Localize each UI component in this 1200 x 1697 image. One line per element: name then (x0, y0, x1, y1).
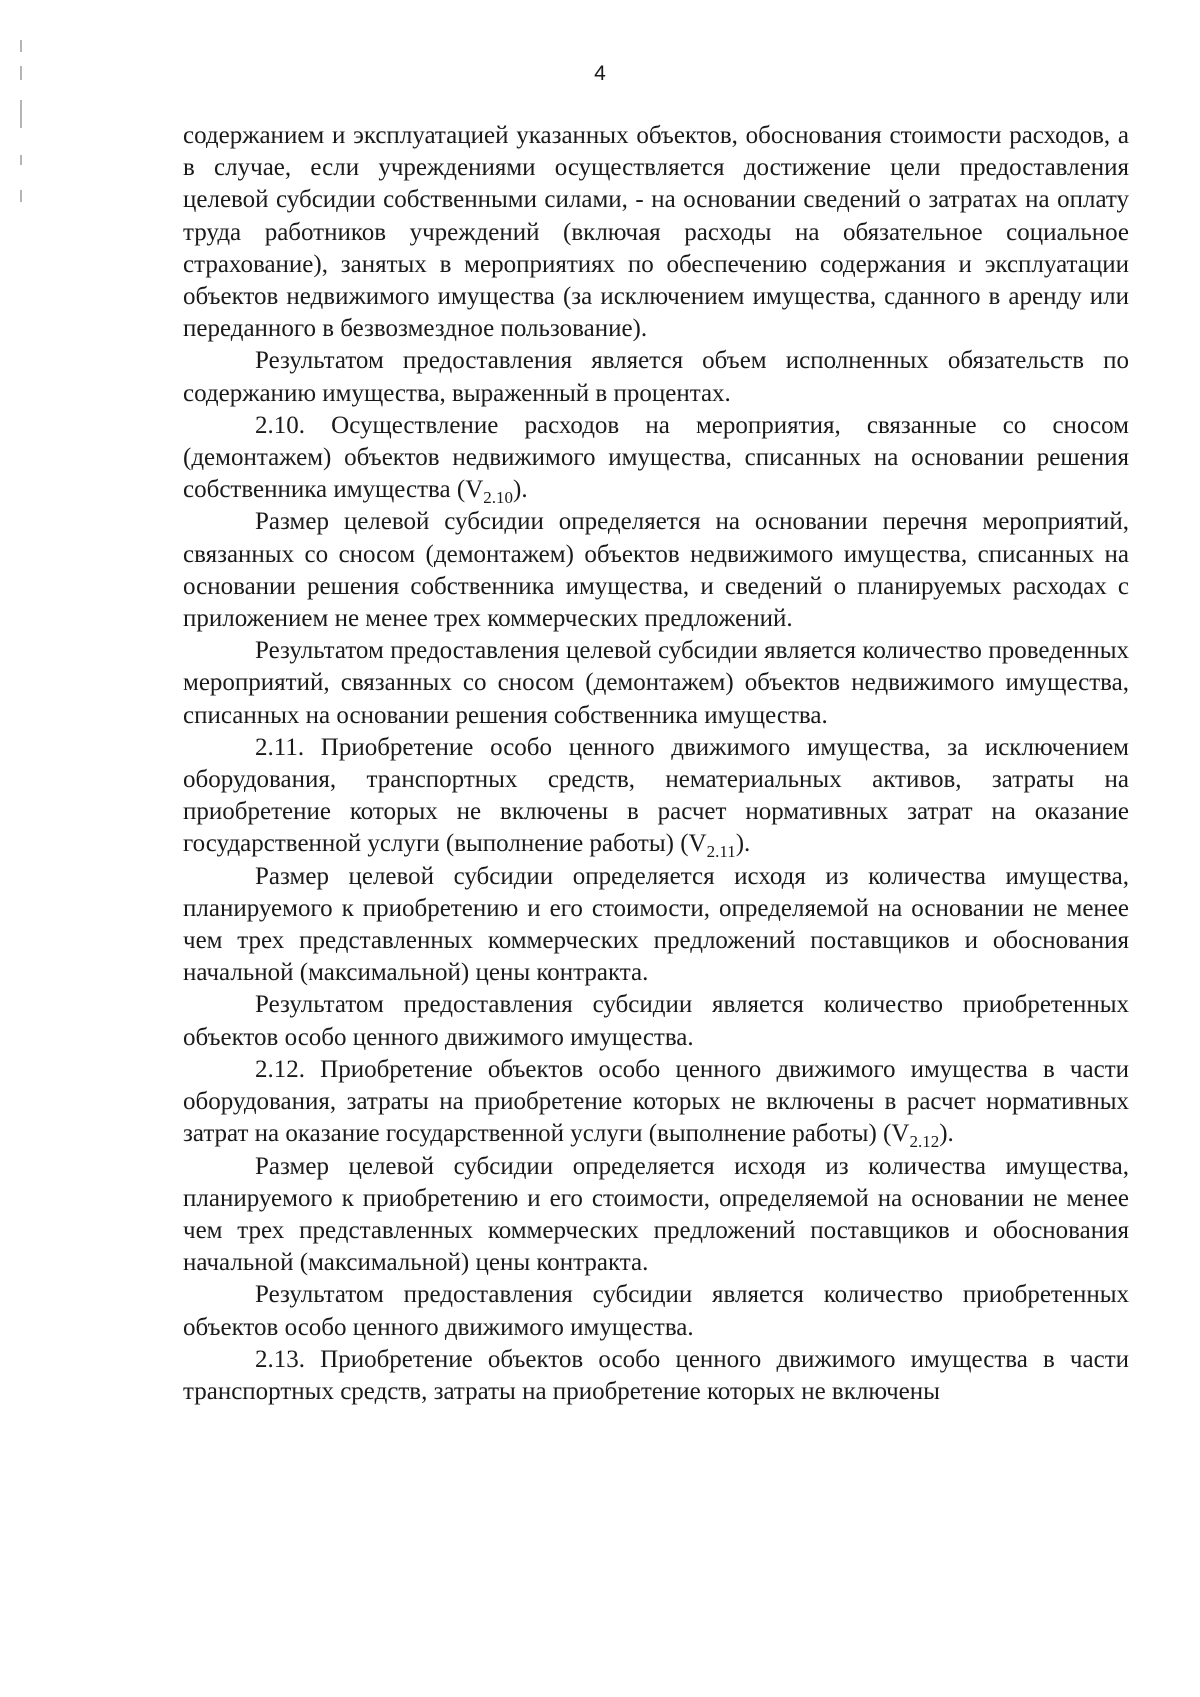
page-number: 4 (594, 62, 606, 85)
paragraph-text: содержанием и эксплуатацией указанных объектов, обоснования стоимости расходов, а в случае, если учреждениями осуществляется достижение цели предоставления целевой субсидии собственными силами, - на основании сведений о затратах на оплату труда работников учреждений (включая расходы на обязательное социальное страхование), занятых в мероприятиях по обеспечению содержания и эксплуатации объектов недвижимого имущества (за исключением имущества, сданного в аренду или переданного в безвозмездное пользование). (183, 122, 1129, 343)
paragraph-text: Результатом предоставления целевой субсидии является количество проведенных мероприятий, связанных со сносом (демонтажем) объектов недвижимого имущества, списанных на основании решения собственника имущества. (183, 637, 1129, 729)
paragraph-text: Результатом предоставления субсидии является количество приобретенных объектов особо ценного движимого имущества. (183, 991, 1129, 1051)
scan-artifact (20, 190, 22, 202)
paragraph (183, 1151, 1129, 1280)
paragraph-text: 2.12. Приобретение объектов особо ценного движимого имущества в части оборудования, затраты на приобретение которых не включены в расчет нормативных затрат на оказание государственной услуги (выполнение работы) ( (183, 1055, 1129, 1148)
paragraph (183, 732, 1129, 861)
formula-symbol: V (891, 1120, 910, 1148)
paragraph (183, 1279, 1129, 1343)
paragraph-text: Результатом предоставления субсидии является количество приобретенных объектов особо ценного движимого имущества. (183, 1281, 1129, 1341)
scan-artifact (20, 40, 22, 52)
paragraph (183, 345, 1129, 409)
formula-subscript: 2.11 (706, 842, 736, 862)
paragraph-text: Размер целевой субсидии определяется на основании перечня мероприятий, связанных со сносом (демонтажем) объектов недвижимого имущества, списанных на основании решения собственника имущества, и сведений о планируемых расходах с приложением не менее трех коммерческих предложений. (183, 508, 1129, 633)
formula-subscript: 2.12 (909, 1132, 940, 1152)
paragraph (183, 410, 1129, 507)
formula-subscript: 2.10 (483, 488, 513, 508)
paragraph-text: 2.11. Приобретение особо ценного движимого имущества, за исключением оборудования, транспортных средств, нематериальных активов, затраты на приобретение которых не включены в расчет нормативных затрат на оказание государственной услуги (выполнение работы) ( (183, 733, 1129, 858)
paragraph (183, 861, 1129, 990)
paragraph-text: 2.13. Приобретение объектов особо ценного движимого имущества в части транспортных средств, затраты на приобретение которых не включены (183, 1345, 1129, 1405)
paragraph (183, 635, 1129, 732)
paragraph (183, 120, 1129, 345)
paragraph-tail: ). (735, 830, 751, 858)
paragraph (183, 506, 1129, 635)
paragraph-text: Результатом предоставления является объем исполненных обязательств по содержанию имущества, выраженный в процентах. (183, 347, 1129, 407)
paragraph-text: Размер целевой субсидии определяется исходя из количества имущества, планируемого к приобретению и его стоимости, определяемой на основании не менее чем трех представленных коммерческих предложений поставщиков и обоснования начальной (максимальной) цены контракта. (183, 1152, 1129, 1277)
paragraph-text: Размер целевой субсидии определяется исходя из количества имущества, планируемого к приобретению и его стоимости, определяемой на основании не менее чем трех представленных коммерческих предложений поставщиков и обоснования начальной (максимальной) цены контракта. (183, 862, 1129, 987)
document-body (183, 120, 1129, 1408)
paragraph (183, 1344, 1129, 1408)
paragraph-text: 2.10. Осуществление расходов на мероприятия, связанные со сносом (демонтажем) объектов недвижимого имущества, списанных на основании решения собственника имущества ( (183, 411, 1129, 504)
scan-artifact (20, 100, 22, 128)
scan-artifact (20, 155, 22, 165)
formula-symbol: V (688, 830, 707, 858)
paragraph (183, 989, 1129, 1053)
formula-symbol: V (465, 476, 484, 504)
paragraph-tail: ). (513, 476, 528, 504)
paragraph-tail: ). (939, 1120, 954, 1148)
paragraph (183, 1054, 1129, 1151)
